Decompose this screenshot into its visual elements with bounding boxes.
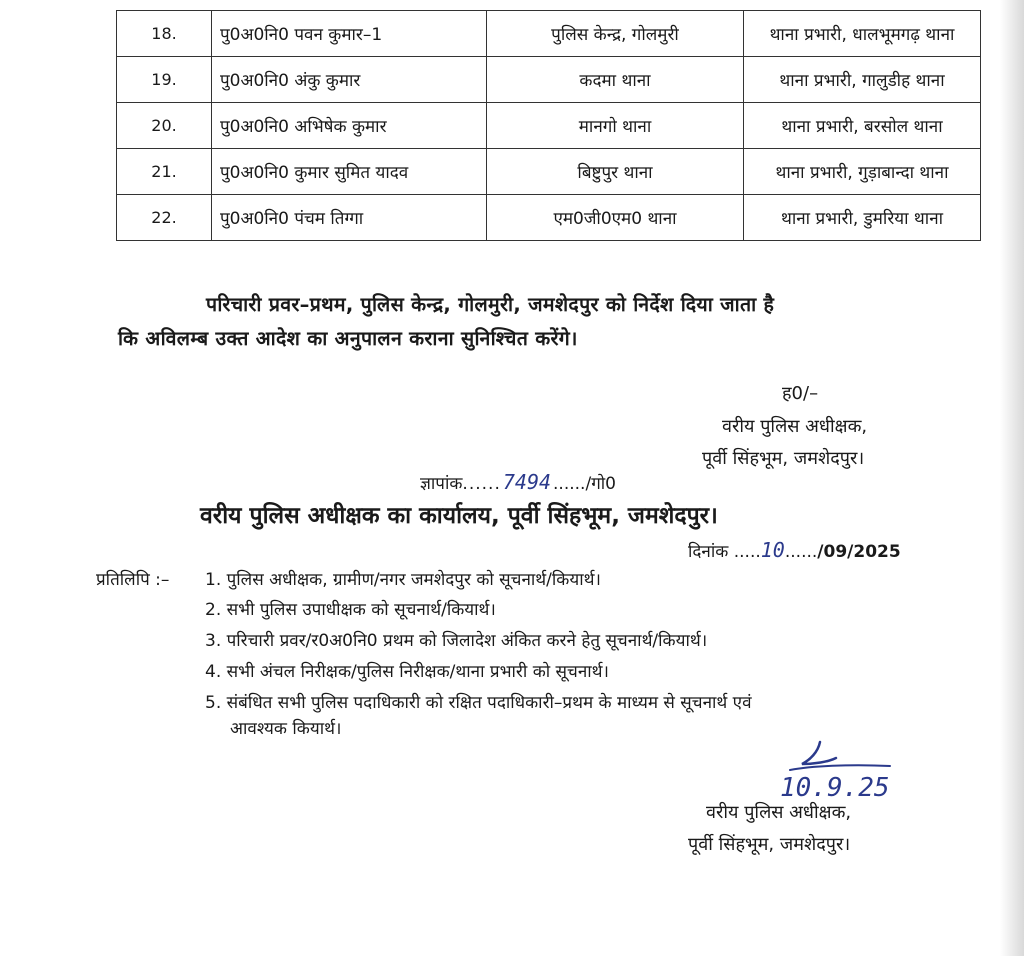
- memo-number: 7494: [502, 470, 552, 494]
- officer-name: पु0अ0नि0 पंचम तिग्गा: [212, 195, 487, 241]
- table-row: [117, 57, 981, 103]
- directive-line-1: परिचारी प्रवर–प्रथम, पुलिस केन्द्र, गोलमुरी, जमशेदपुर को निर्देश दिया जाता है: [206, 293, 775, 316]
- memo-suffix: /गो0: [585, 474, 616, 494]
- table-row: [117, 195, 981, 241]
- office-title: वरीय पुलिस अधीक्षक का कार्यालय, पूर्वी सिंहभूम, जमशेदपुर।: [200, 503, 718, 529]
- table-row: [117, 149, 981, 195]
- handwritten-date: 10.9.25: [780, 773, 890, 803]
- date-month-year: /09/2025: [817, 542, 901, 562]
- copy-item: 5. संबंधित सभी पुलिस पदाधिकारी को रक्षित पदाधिकारी–प्रथम के माध्यम से सूचनार्थ एवं: [205, 693, 752, 713]
- page-edge-shadow: [1000, 0, 1024, 956]
- officer-name: पु0अ0नि0 अभिषेक कुमार: [212, 103, 487, 149]
- handwritten-signature: [740, 738, 930, 808]
- row-number: 18.: [117, 11, 212, 57]
- new-posting: थाना प्रभारी, डुमरिया थाना: [744, 195, 981, 241]
- new-posting: थाना प्रभारी, गालुडीह थाना: [744, 57, 981, 103]
- signatory-designation: वरीय पुलिस अधीक्षक,: [722, 416, 868, 437]
- copy-to-label: प्रतिलिपि :–: [96, 570, 170, 590]
- copy-item: 2. सभी पुलिस उपाधीक्षक को सूचनार्थ/कियार्थ।: [205, 600, 496, 620]
- new-posting: थाना प्रभारी, बरसोल थाना: [744, 103, 981, 149]
- current-posting: कदमा थाना: [487, 57, 744, 103]
- date-line: दिनांक .....10....../09/2025: [688, 538, 901, 562]
- memo-label: ज्ञापांक: [420, 474, 463, 494]
- row-number: 21.: [117, 149, 212, 195]
- date-day: 10: [760, 538, 785, 562]
- memo-number-line: ज्ञापांक...... 7494 ....../गो0: [420, 470, 616, 494]
- officer-name: पु0अ0नि0 पवन कुमार–1: [212, 11, 487, 57]
- table-row: [117, 103, 981, 149]
- copy-item: 4. सभी अंचल निरीक्षक/पुलिस निरीक्षक/थाना प्रभारी को सूचनार्थ।: [205, 662, 609, 682]
- officer-name: पु0अ0नि0 कुमार सुमित यादव: [212, 149, 487, 195]
- new-posting: थाना प्रभारी, धालभूमगढ़ थाना: [744, 11, 981, 57]
- signatory-location-2: पूर्वी सिंहभूम, जमशेदपुर।: [688, 834, 851, 855]
- officer-name: पु0अ0नि0 अंकु कुमार: [212, 57, 487, 103]
- copy-item: 1. पुलिस अधीक्षक, ग्रामीण/नगर जमशेदपुर को सूचनार्थ/कियार्थ।: [205, 570, 601, 590]
- row-number: 20.: [117, 103, 212, 149]
- current-posting: पुलिस केन्द्र, गोलमुरी: [487, 11, 744, 57]
- current-posting: मानगो थाना: [487, 103, 744, 149]
- copy-item: 3. परिचारी प्रवर/र0अ0नि0 प्रथम को जिलादेश अंकित करने हेतु सूचनार्थ/कियार्थ।: [205, 631, 708, 651]
- row-number: 19.: [117, 57, 212, 103]
- transfer-table: [116, 10, 981, 241]
- date-label: दिनांक: [688, 542, 729, 562]
- signatory-designation-2: वरीय पुलिस अधीक्षक,: [706, 802, 852, 823]
- table-row: [117, 11, 981, 57]
- current-posting: एम0जी0एम0 थाना: [487, 195, 744, 241]
- signatory-location: पूर्वी सिंहभूम, जमशेदपुर।: [702, 448, 865, 469]
- current-posting: बिष्टुपुर थाना: [487, 149, 744, 195]
- directive-line-2: कि अविलम्ब उक्त आदेश का अनुपालन कराना सुनिश्चित करेंगे।: [118, 327, 578, 350]
- row-number: 22.: [117, 195, 212, 241]
- copy-item-continuation: आवश्यक कियार्थ।: [230, 719, 342, 739]
- new-posting: थाना प्रभारी, गुड़ाबान्दा थाना: [744, 149, 981, 195]
- signed-mark: ह0/–: [782, 383, 819, 404]
